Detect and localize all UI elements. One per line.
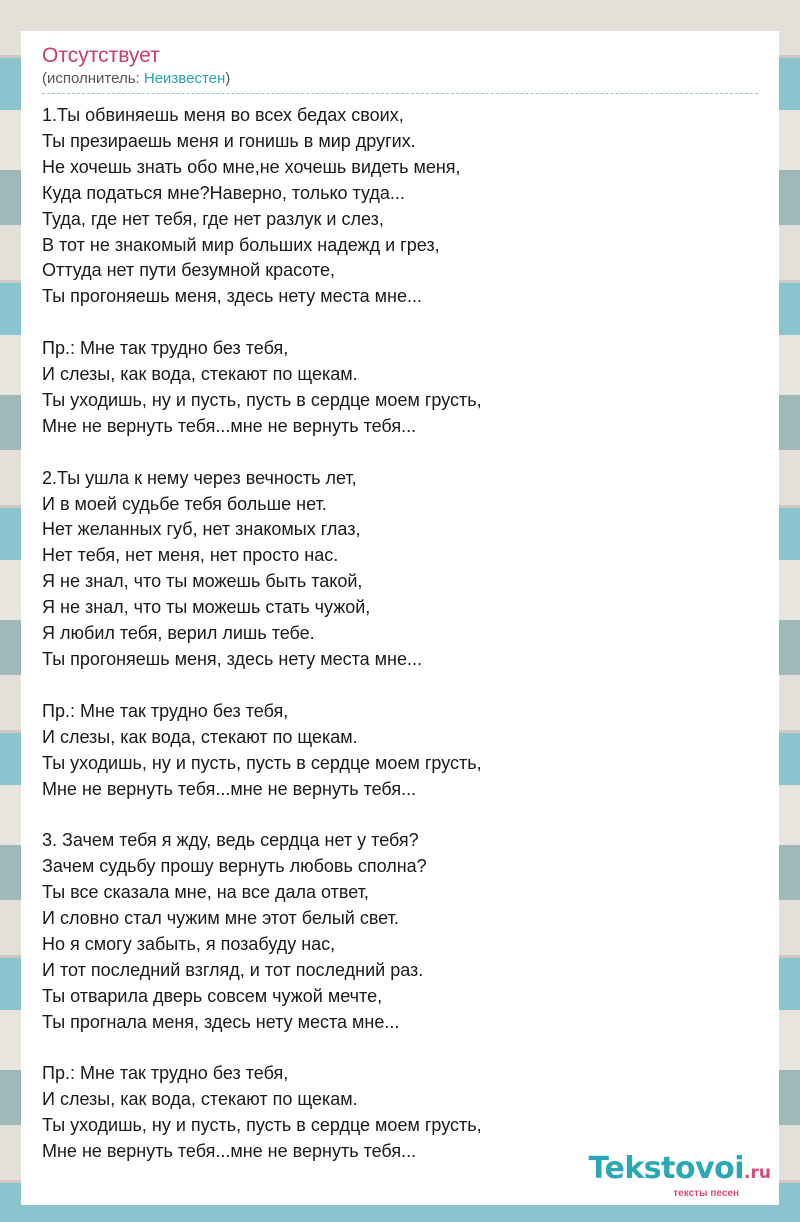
lyrics-stanza [42,699,758,803]
lyric-line: Мне не вернуть тебя...мне не вернуть тебя... [42,415,417,436]
lyric-line: Ты все сказала мне, на все дала ответ, [42,882,369,903]
lyric-line: Пр.: Мне так трудно без тебя, [42,338,289,359]
lyric-line: И в моей судьбе тебя больше нет. [42,493,327,514]
artist-suffix: ) [225,70,231,87]
lyric-line: 3. Зачем тебя я жду, ведь сердца нет у тебя? [42,830,419,851]
lyric-line: 2.Ты ушла к нему через вечность лет, [42,467,357,488]
lyrics-stanza [42,1061,758,1165]
lyric-line: Не хочешь знать обо мне,не хочешь видеть меня, [42,156,461,177]
lyric-line: Ты уходишь, ну и пусть, пусть в сердце моем грусть, [42,752,482,773]
site-logo[interactable] [588,1151,772,1199]
lyric-line: Нет желанных губ, нет знакомых глаз, [42,519,361,540]
logo-tld: .ru [744,1163,771,1183]
lyric-line: Ты презираешь меня и гонишь в мир других. [42,130,416,151]
lyric-line: Ты прогоняешь меня, здесь нету места мне... [42,286,423,307]
lyric-line: Ты уходишь, ну и пусть, пусть в сердце моем грусть, [42,1115,482,1136]
lyric-line: 1.Ты обвиняешь меня во всех бедах своих, [42,105,404,125]
artist-link[interactable]: Неизвестен [143,70,226,87]
logo-tagline: тексты песен [673,1188,739,1199]
artist-prefix: (исполнитель: [42,70,144,87]
lyric-line: Ты отварила дверь совсем чужой мечте, [42,985,383,1006]
lyric-line: Пр.: Мне так трудно без тебя, [42,700,289,721]
lyric-line: И слезы, как вода, стекают по щекам. [42,1089,358,1110]
song-title: Отсутствует [42,44,160,67]
lyric-line: Оттуда нет пути безумной красоте, [42,260,335,281]
lyrics-card [21,31,779,1205]
logo-wordmark: Tekstovoi.ru [588,1151,771,1186]
lyric-line: Я не знал, что ты можешь быть такой, [42,571,363,592]
lyrics-stanza [42,103,758,310]
lyric-line: Мне не вернуть тебя...мне не вернуть тебя... [42,778,417,799]
lyrics-stanza [42,828,758,1035]
lyric-line: Я не знал, что ты можешь стать чужой, [42,597,371,618]
lyric-line: Ты уходишь, ну и пусть, пусть в сердце моем грусть, [42,389,482,410]
lyric-line: Ты прогнала меня, здесь нету места мне... [42,1011,400,1032]
lyric-line: Куда податься мне?Наверно, только туда... [42,182,405,203]
lyrics-text [42,103,758,1165]
lyric-line: Зачем судьбу прошу вернуть любовь сполна? [42,856,427,877]
lyric-line: В тот не знакомый мир больших надежд и грез, [42,234,440,255]
lyric-line: Но я смогу забыть, я позабуду нас, [42,933,336,954]
lyric-line: Мне не вернуть тебя...мне не вернуть тебя... [42,1141,417,1162]
artist-line [42,69,758,94]
lyric-line: Я любил тебя, верил лишь тебе. [42,623,315,644]
lyric-line: Ты прогоняешь меня, здесь нету места мне... [42,649,423,669]
lyric-line: И тот последний взгляд, и тот последний раз. [42,959,424,980]
lyric-line: Туда, где нет тебя, где нет разлук и слез, [42,208,384,229]
lyric-line: Пр.: Мне так трудно без тебя, [42,1063,289,1084]
lyric-line: И слезы, как вода, стекают по щекам. [42,364,358,385]
lyrics-stanza [42,466,758,673]
lyric-line: Нет тебя, нет меня, нет просто нас. [42,545,339,566]
lyric-line: И словно стал чужим мне этот белый свет. [42,908,399,929]
lyrics-stanza [42,336,758,440]
lyric-line: И слезы, как вода, стекают по щекам. [42,726,358,747]
